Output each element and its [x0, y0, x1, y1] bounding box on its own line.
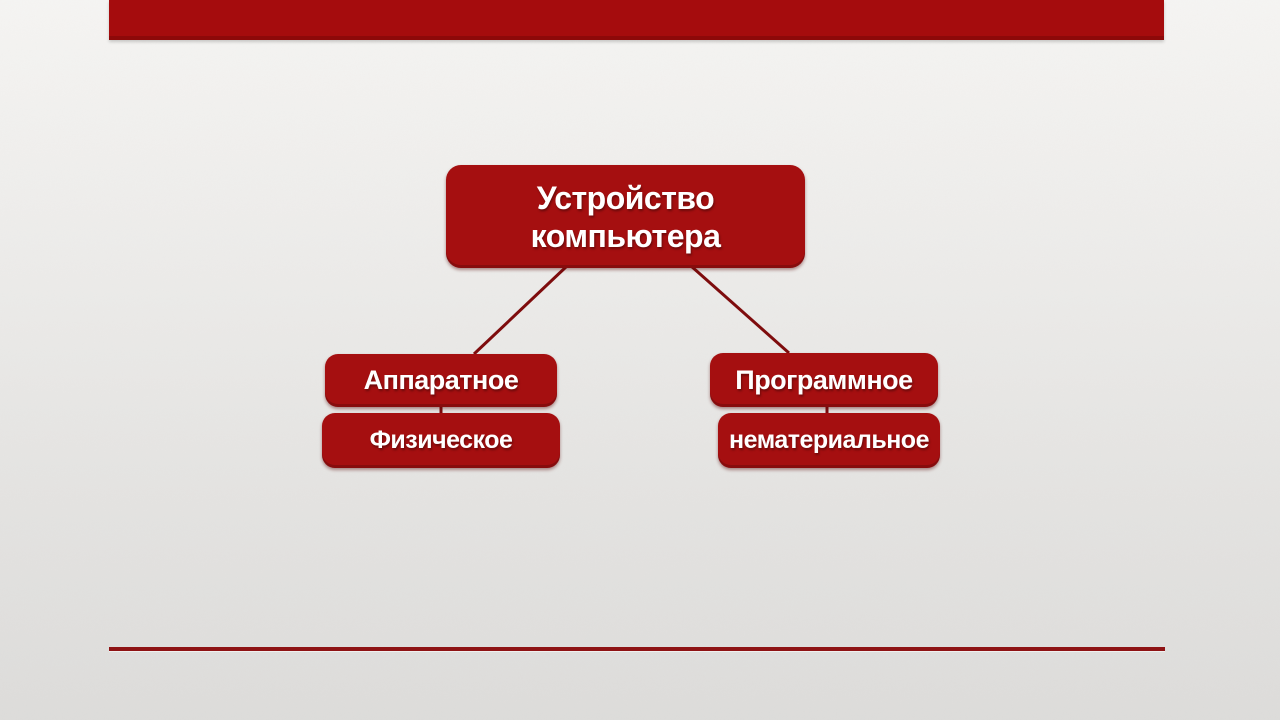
top-accent-bar	[109, 0, 1164, 40]
connector-root-to-right	[691, 266, 789, 353]
diagram-node-intangible-label: нематериальное	[729, 426, 929, 454]
diagram-node-intangible	[718, 413, 940, 468]
diagram-node-root	[446, 165, 805, 268]
diagram-node-physical	[322, 413, 560, 468]
diagram-node-root-label: Устройство компьютера	[530, 179, 721, 254]
diagram-node-hardware-label: Аппаратное	[363, 365, 519, 395]
diagram-node-hardware	[325, 354, 557, 407]
diagram-node-software	[710, 353, 938, 407]
diagram-node-physical-label: Физическое	[369, 426, 513, 454]
footer-divider-line	[109, 647, 1165, 651]
connector-root-to-left	[474, 266, 567, 354]
diagram-node-software-label: Программное	[735, 364, 913, 395]
